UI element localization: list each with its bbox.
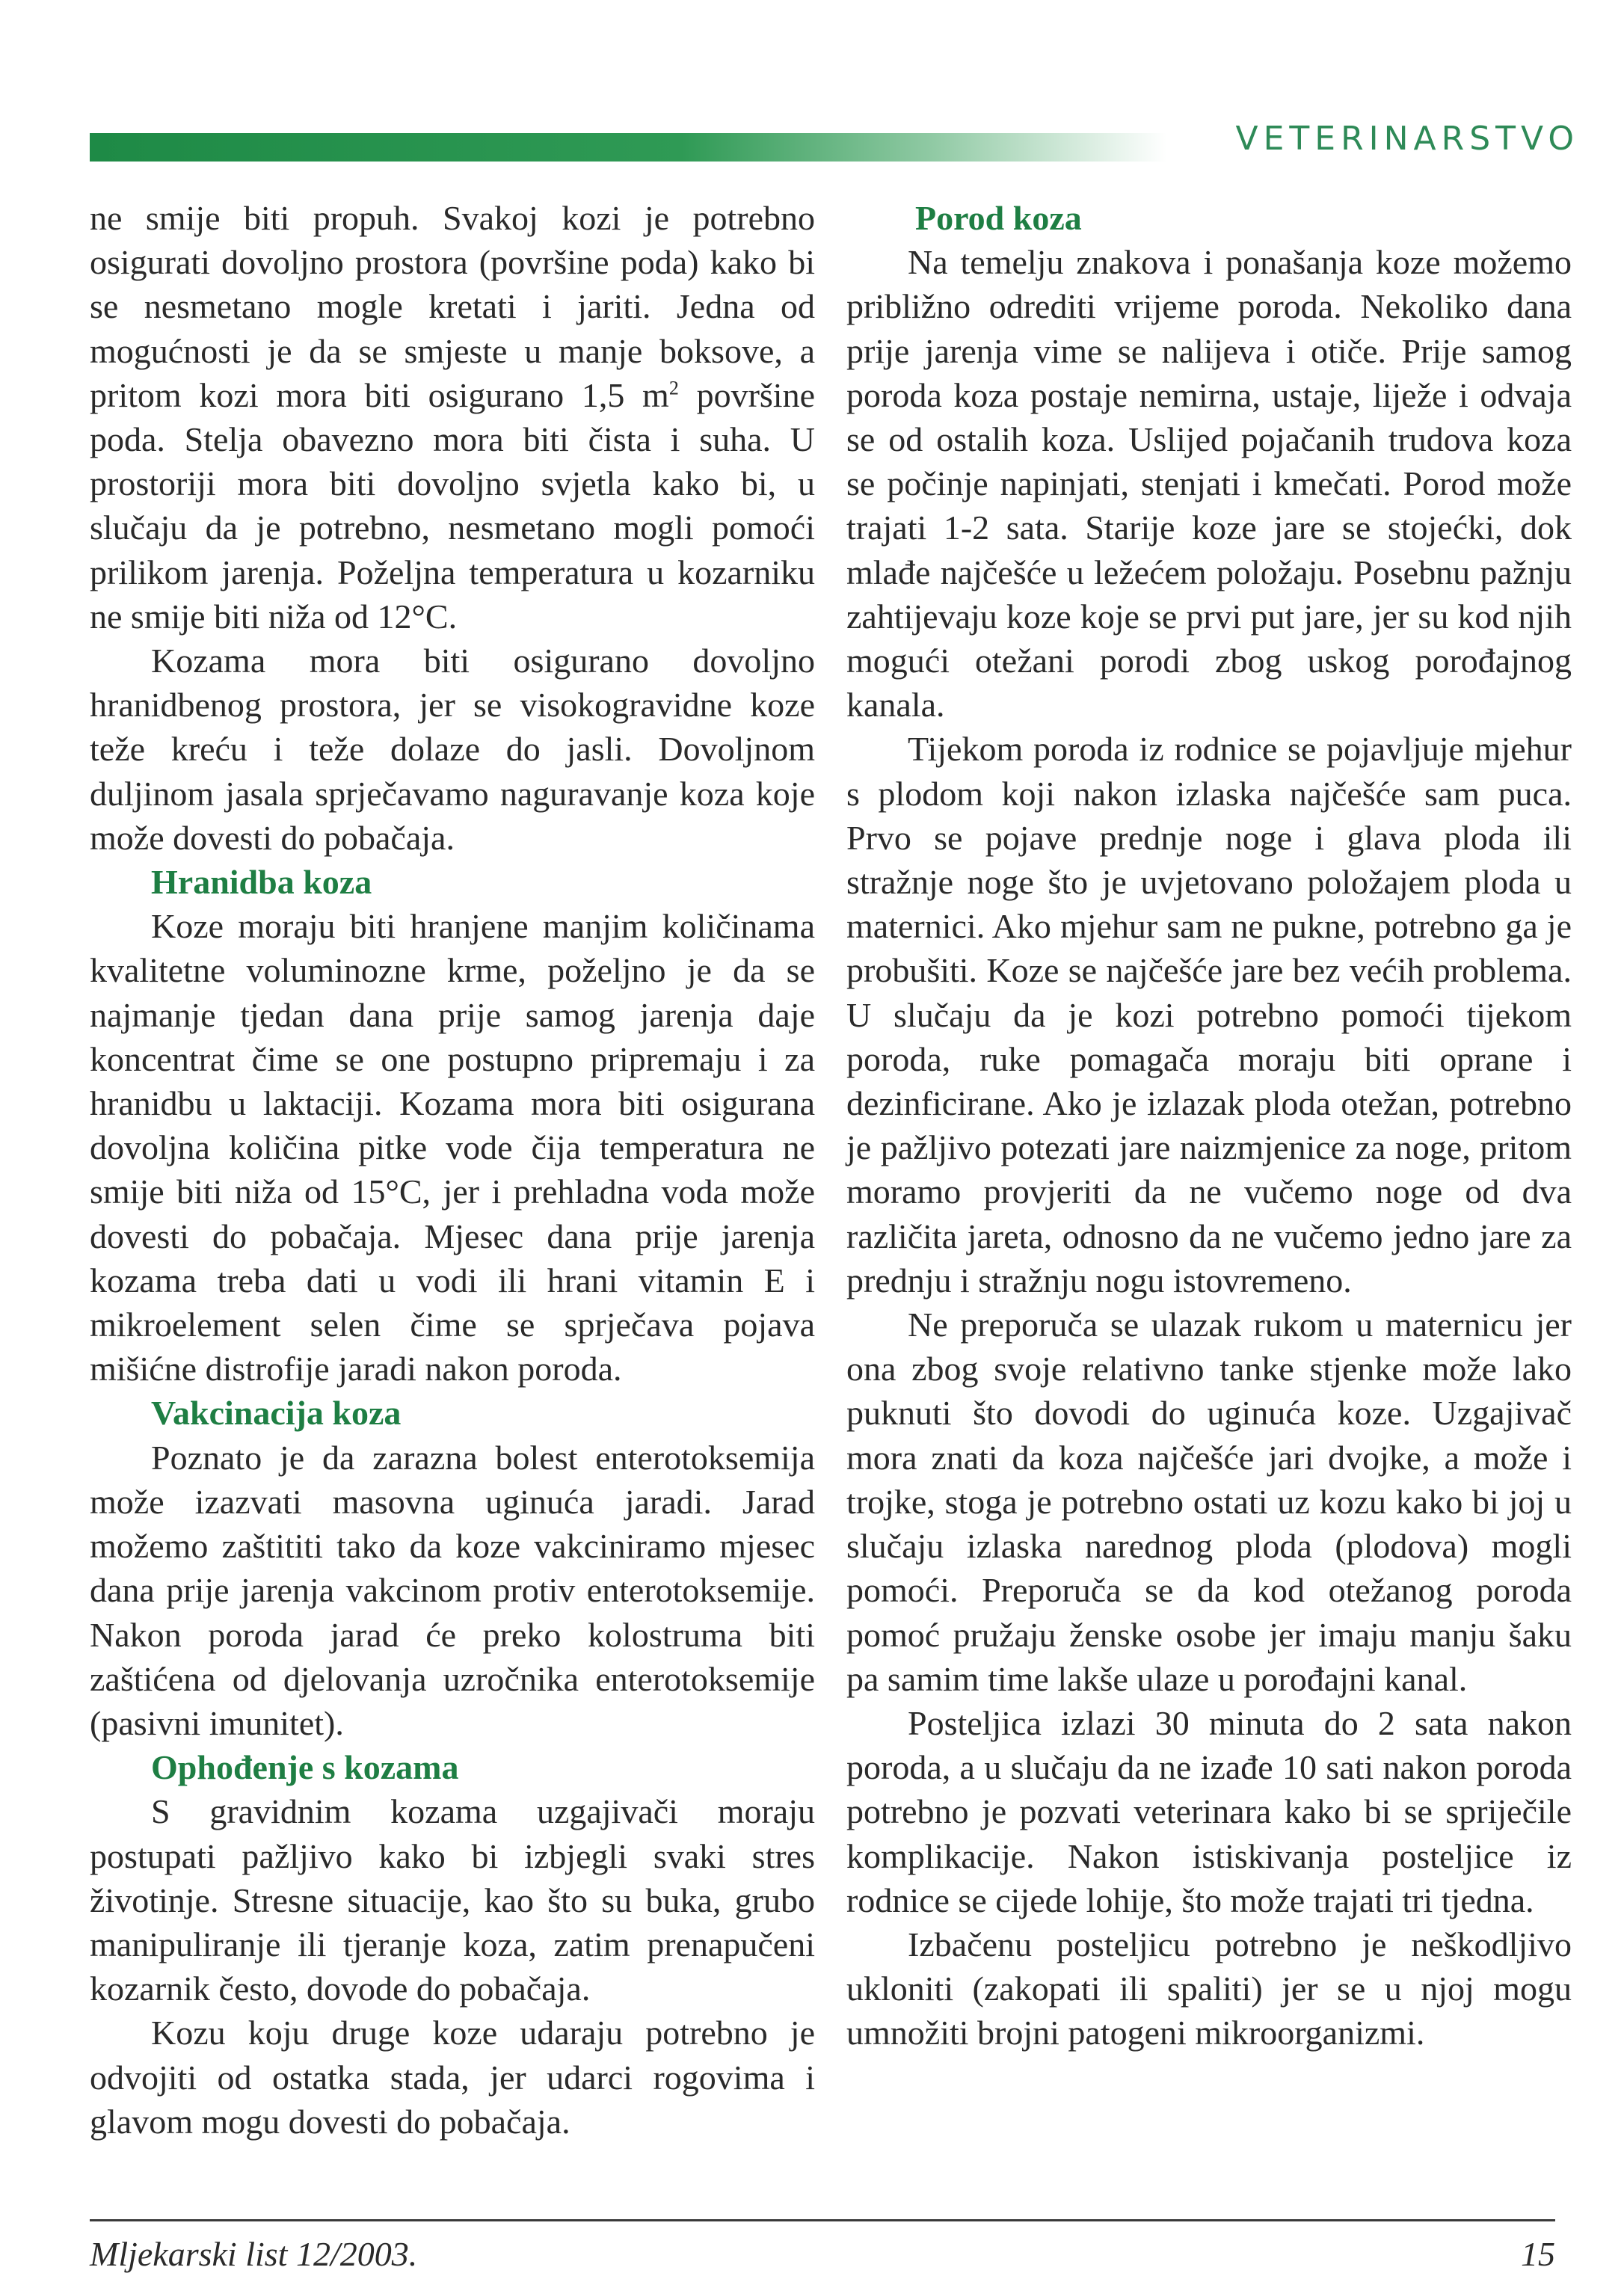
header-accent-bar — [90, 133, 1166, 162]
footer-journal: Mljekarski list 12/2003. — [90, 2235, 418, 2273]
heading-porod: Porod koza — [915, 199, 1082, 237]
heading-vakcinacija: Vakcinacija koza — [151, 1394, 402, 1433]
section-label: VETERINARSTVO — [1235, 120, 1579, 158]
footer-rule — [90, 2219, 1555, 2221]
page-number: 15 — [1521, 2235, 1555, 2273]
superscript: 2 — [668, 377, 679, 399]
paragraph: Izbačenu posteljicu potrebno je neškodljivo ukloniti (zakopati ili spaliti) jer se u njoj mogu umnožiti brojni patogeni mikroorganizmi. — [846, 1925, 1572, 2052]
right-column — [846, 196, 1572, 2055]
paragraph: Ne preporuča se ulazak rukom u maternicu jer ona zbog svoje relativno tanke stjenke može lako puknuti što dovodi do uginuća koze. Uzgajivač mora znati da koza najčešće jari dvojke, a može i trojke, stoga je potrebno ostati uz kozu kako bi joj u slučaju izlaska narednog ploda (plodova) mogli pomoći. Preporuča se da kod otežanog poroda pomoć pružaju ženske osobe jer imaju manju šaku pa samim time lakše ulaze u porođajni kanal. — [846, 1305, 1572, 1698]
paragraph: Kozu koju druge koze udaraju potrebno je odvojiti od ostatka stada, jer udarci rogovima i glavom mogu dovesti do pobačaja. — [90, 2014, 815, 2141]
paragraph: Na temelju znakova i ponašanja koze možemo približno odrediti vrijeme poroda. Nekoliko dana prije jarenja vime se nalijeva i otiče. Prije samog poroda koza postaje nemirna, ustaje, liježe i odvaja se od ostalih koza. Uslijed pojačanih trudova koza se počinje napinjati, stenjati i kmečati. Porod može trajati 1-2 sata. Starije koze jare se stojećki, dok mlađe najčešće u ležećem položaju. Posebnu pažnju zahtijevaju koze koje se prvi put jare, jer su kod njih mogući otežani porodi zbog uskog porođajnog kanala. — [846, 243, 1572, 725]
paragraph-text: ne smije biti propuh. Svakoj kozi je potrebno osigurati dovoljno prostora (površine poda) kako bi se nesmetano mogle kretati i jariti. Jedna od mogućnosti je da se smjeste u manje boksove, a pritom kozi mora biti osigurano 1,5 m — [90, 199, 815, 414]
left-column — [90, 196, 815, 2144]
paragraph — [90, 196, 815, 639]
heading-ophodenje: Ophođenje s kozama — [151, 1748, 459, 1787]
paragraph: Posteljica izlazi 30 minuta do 2 sata nakon poroda, a u slučaju da ne izađe 10 sati nakon poroda potrebno je pozvati veterinara kako bi se spriječile komplikacije. Nakon istiskivanja posteljice iz rodnice se cijede lohije, što može trajati tri tjedna. — [846, 1703, 1572, 1919]
paragraph: S gravidnim kozama uzgajivači moraju postupati pažljivo kako bi izbjegli svaki stres životinje. Stresne situacije, kao što su buka, grubo manipuliranje ili tjeranje koza, zatim prenapučeni kozarnik često, dovode do pobačaja. — [90, 1792, 815, 2008]
paragraph: Kozama mora biti osigurano dovoljno hranidbenog prostora, jer se visokogravidne koze teže kreću i teže dolaze do jasli. Dovoljnom duljinom jasala sprječavamo naguravanje koza koje može dovesti do pobačaja. — [90, 642, 815, 857]
paragraph: Koze moraju biti hranjene manjim količinama kvalitetne voluminozne krme, poželjno je da se najmanje tjedan dana prije samog jarenja daje koncentrat čime se one postupno pripremaju i za hranidbu u laktaciji. Kozama mora biti osigurana dovoljna količina pitke vode čija temperatura ne smije biti niža od 15°C, jer i prehladna voda može dovesti do pobačaja. Mjesec dana prije jarenja kozama treba dati u vodi ili hrani vitamin E i mikroelement selen čime se sprječava pojava mišićne distrofije jaradi nakon poroda. — [90, 907, 815, 1388]
paragraph: Tijekom poroda iz rodnice se pojavljuje mjehur s plodom koji nakon izlaska najčešće sam puca. Prvo se pojave prednje noge i glava ploda ili stražnje noge što je uvjetovano položajem ploda u maternici. Ako mjehur sam ne pukne, potrebno ga je probušiti. Koze se najčešće jare bez većih problema. U slučaju da je kozi potrebno pomoći tijekom poroda, ruke pomagača moraju biti oprane i dezinficirane. Ako je izlazak ploda otežan, potrebno je pažljivo potezati jare naizmjenice za noge, pritom moramo provjeriti da ne vučemo noge od dva različita jareta, odnosno da ne vučemo jedno jare za prednju i stražnju nogu istovremeno. — [846, 730, 1572, 1300]
heading-hranidba: Hranidba koza — [151, 863, 372, 902]
paragraph-text: površine poda. Stelja obavezno mora biti čista i suha. U prostoriji mora biti dovoljno svjetla kako bi, u slučaju da je potrebno, nesmetano mogli pomoći prilikom jarenja. Poželjna temperatura u kozarniku ne smije biti niža od 12°C. — [90, 375, 815, 636]
paragraph: Poznato je da zarazna bolest enterotoksemija može izazvati masovna uginuća jaradi. Jarad možemo zaštititi tako da koze vakciniramo mjesec dana prije jarenja vakcinom protiv enterotoksemije. Nakon poroda jarad će preko kolostruma biti zaštićena od djelovanja uzročnika enterotoksemije (pasivni imunitet). — [90, 1438, 815, 1742]
